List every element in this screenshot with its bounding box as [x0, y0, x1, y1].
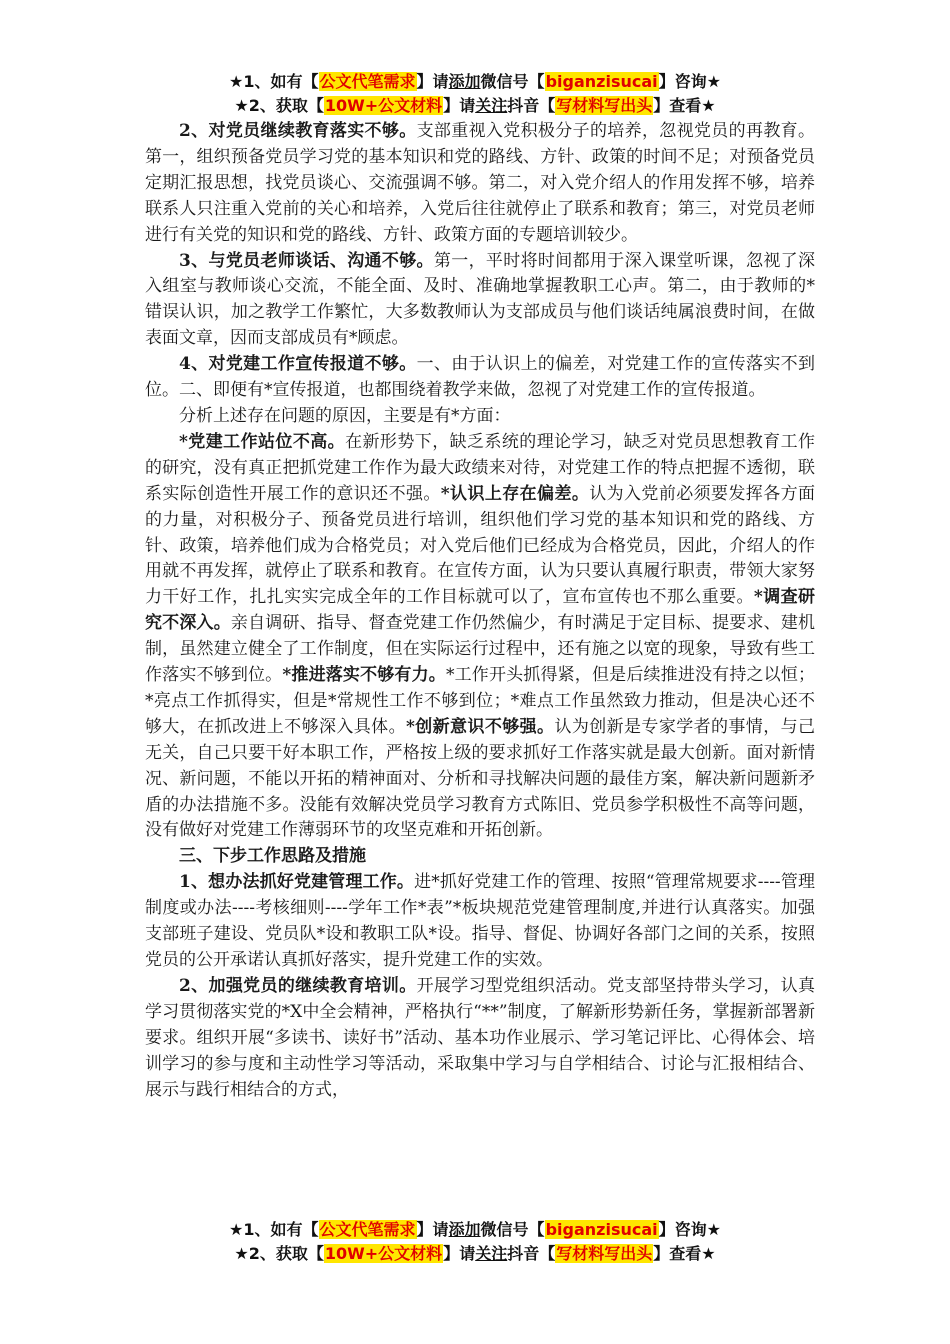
underlined-add: 添加: [448, 72, 481, 91]
banner-text: 】咨询★: [658, 1220, 721, 1239]
paragraph-text: 在新形势下，缺乏系统的理论学习，缺乏对党员思想教育工作的研究，没有真正把抓党建工作作为最大政绩来对待，对党建工作的特点把握不透彻，联系实际创造性开展工作的意识还不强。: [145, 431, 816, 504]
underlined-follow: 关注: [475, 96, 508, 115]
paragraph-lead: 1、想办法抓好党建管理工作。: [179, 872, 415, 893]
paragraph: [145, 430, 815, 845]
highlight-douyin-account: 写材料写出头: [556, 96, 653, 115]
section-heading: [145, 844, 815, 870]
paragraph-text: 开展学习型党组织活动。党支部坚持带头学习，认真学习贯彻落实党的*X中全会精神，严格执行“**”制度，了解新形势新任务，掌握新部署新要求。组织开展“多读书、读好书”活动、基本功作业展示、学习笔记评比、心得体会、培训学习的参与度和主动性学习等活动，采取集中学习与自学相结合、讨论与汇报相结合、展示与践行相结合的方式，: [145, 975, 815, 1100]
highlight-wechat-id: biganzisucai: [545, 1220, 658, 1239]
document-body: [145, 119, 815, 1103]
underlined-follow: 关注: [475, 1244, 508, 1263]
paragraph: [145, 870, 815, 974]
banner-text: 抖音【: [507, 1244, 556, 1263]
paragraph-text: 认为入党前必须要发挥各方面的力量，对积极分子、预备党员进行培训，组织他们学习党的基本知识和党的路线、方针、政策，培养他们成为合格党员；对入党后他们已经成为合格党员，因此，介绍人的作用就不再发挥，就停止了联系和教育。在宣传方面，认为只要认真履行职责，带领大家努力干好工作，扎扎实实完成全年的工作目标就可以了，宣布宣传也不那么重要。: [145, 483, 816, 608]
highlight-materials: 10W+公文材料: [324, 1244, 443, 1263]
paragraph-lead: 4、对党建工作宣传报道不够。: [179, 354, 417, 375]
paragraph-lead: *推进落实不够有力。: [282, 665, 446, 686]
banner-text: 微信号【: [480, 1220, 545, 1239]
paragraph-text: 分析上述存在问题的原因，主要是有*方面：: [179, 405, 511, 426]
section-heading-text: 三、下步工作思路及措施: [179, 846, 366, 867]
paragraph-lead: *认识上存在偏差。: [440, 483, 590, 504]
banner-text: ★1、如有【: [229, 72, 319, 91]
paragraph: [145, 119, 815, 249]
paragraph: [145, 249, 815, 353]
paragraph-text: 第一，平时将时间都用于深入课堂听课，忽视了深入组室与教师谈心交流，不能全面、及时、准确地掌握教职工心声。第二，由于教师的*错误认识，加之教学工作繁忙，大多数教师认为支部成员与他们谈话纯属浪费时间，在做表面文章，因而支部成员有*顾虑。: [145, 250, 816, 349]
paragraph: [145, 404, 815, 430]
banner-text: ★1、如有【: [229, 1220, 319, 1239]
paragraph-text: 一、由于认识上的偏差，对党建工作的宣传落实不到位。二、即便有*宣传报道，也都围绕着教学来做，忽视了对党建工作的宣传报道。: [145, 354, 815, 401]
banner-text: 】请: [416, 72, 449, 91]
banner-text: 】请: [416, 1220, 449, 1239]
highlight-douyin-account: 写材料写出头: [556, 1244, 653, 1263]
banner-text: ★2、获取【: [234, 96, 324, 115]
banner-text: 】查看★: [653, 96, 716, 115]
paragraph-text: *工作开头抓得紧，但是后续推进没有持之以恒；*亮点工作抓得实，但是*常规性工作不够到位；*难点工作虽然致力推动，但是决心还不够大，在抓改进上不够深入具体。: [145, 665, 816, 737]
paragraph-lead: *党建工作站位不高。: [179, 431, 346, 452]
banner-line-1-top: [0, 70, 950, 94]
paragraph-text: 支部重视入党积极分子的培养，忽视党员的再教育。第一，组织预备党员学习党的基本知识和党的路线、方针、政策的时间不足；对预备党员定期汇报思想，找党员谈心、交流强调不够。第二，对入党介绍人的作用发挥不够，培养联系人只注重入党前的关心和培养，入党后往往就停止了联系和教育；第三，对党员老师进行有关党的知识和党的路线、方针、政策方面的专题培训较少。: [145, 121, 815, 245]
paragraph-text: 进*抓好党建工作的管理、按照“管理常规要求----管理制度或办法----考核细则----学年工作*表”*板块规范党建管理制度,并进行认真落实。加强支部班子建设、党员队*设和教职工队*设。指导、督促、协调好各部门之间的关系，按照党员的公开承诺认真抓好落实，提升党建工作的实效。: [145, 872, 816, 970]
banner-text: 】请: [443, 1244, 476, 1263]
banner-text: 微信号【: [480, 72, 545, 91]
banner-text: ★2、获取【: [234, 1244, 324, 1263]
banner-text: 】咨询★: [658, 72, 721, 91]
highlight-materials: 10W+公文材料: [324, 96, 443, 115]
paragraph: [145, 352, 815, 404]
paragraph-lead: *调查研究不深入。: [145, 587, 816, 634]
banner-line-2-top: [0, 94, 950, 118]
paragraph: [145, 974, 815, 1104]
banner-text: 】查看★: [653, 1244, 716, 1263]
highlight-service: 公文代笔需求: [319, 1220, 416, 1239]
paragraph-text: 亲自调研、指导、督查党建工作仍然偏少，有时满足于定目标、提要求、建机制，虽然建立健全了工作制度，但在实际运行过程中，还有施之以宽的现象，导致有些工作落实不够到位。: [145, 613, 815, 686]
paragraph-lead: 3、与党员老师谈话、沟通不够。: [179, 250, 434, 271]
paragraph-text: 认为创新是专家学者的事情，与己无关，自己只要干好本职工作，严格按上级的要求抓好工作落实就是最大创新。面对新情况、新问题，不能以开拓的精神面对、分析和寻找解决问题的最佳方案，解决新问题新矛盾的办法措施不多。没能有效解决党员学习教育方式陈旧、党员参学积极性不高等问题，没有做好对党建工作薄弱环节的攻坚克难和开拓创新。: [145, 716, 816, 841]
underlined-add: 添加: [448, 1220, 481, 1239]
banner-line-2-bottom: [0, 1242, 950, 1266]
paragraph-lead: 2、对党员继续教育落实不够。: [179, 121, 417, 141]
paragraph-lead: *创新意识不够强。: [405, 716, 555, 737]
highlight-wechat-id: biganzisucai: [545, 72, 658, 91]
paragraph-lead: 2、加强党员的继续教育培训。: [179, 975, 417, 996]
banner-text: 】请: [443, 96, 476, 115]
banner-text: 抖音【: [507, 96, 556, 115]
highlight-service: 公文代笔需求: [319, 72, 416, 91]
banner-line-1-bottom: [0, 1218, 950, 1242]
